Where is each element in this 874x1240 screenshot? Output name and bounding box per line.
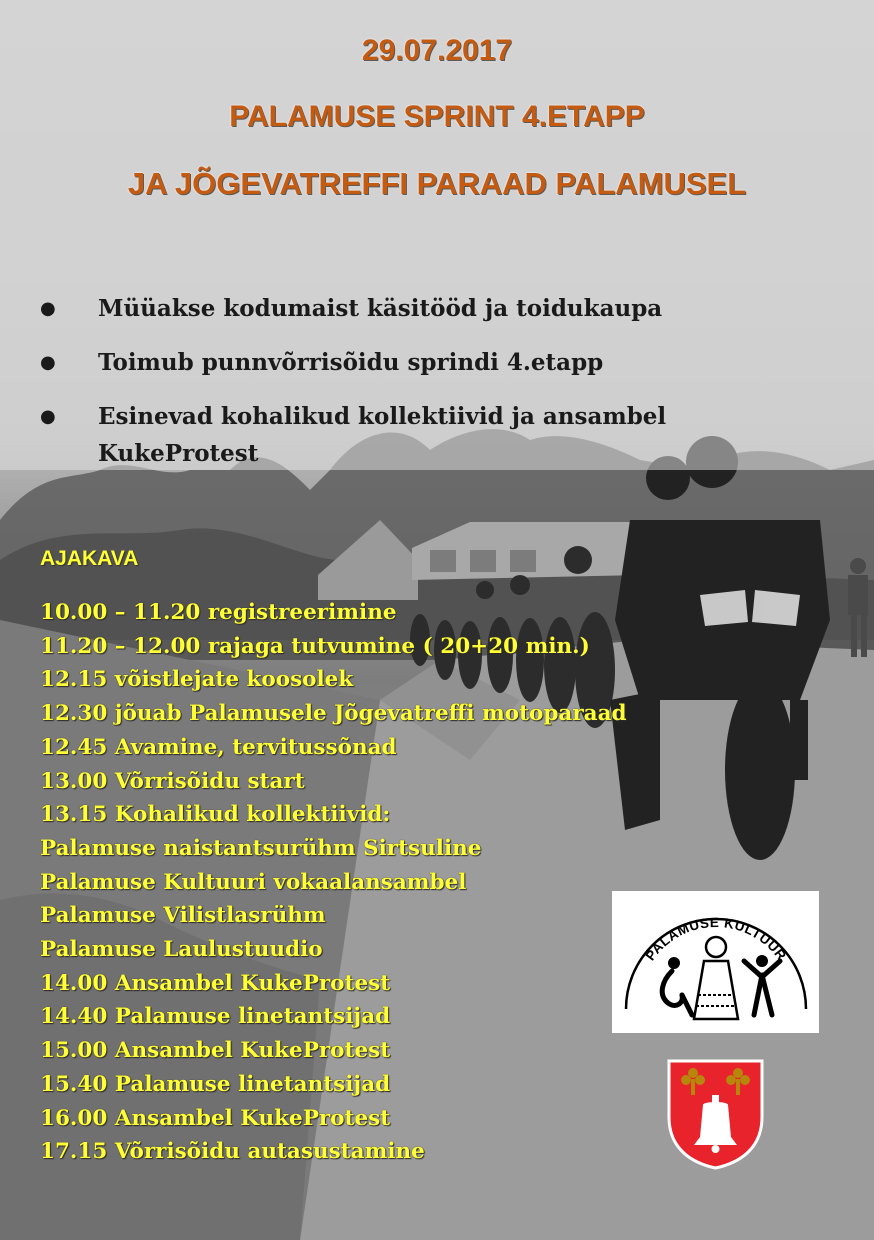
- schedule-item: 12.45 Avamine, tervitussõnad: [40, 734, 397, 760]
- schedule-item: 14.00 Ansambel KukeProtest: [40, 970, 391, 996]
- schedule-item: 10.00 – 11.20 registreerimine: [40, 600, 397, 625]
- palamuse-kultuur-logo: [612, 891, 819, 1033]
- highlight-item: ● Esinevad kohalikud kollektiivid ja ansambel KukeProtest: [40, 398, 748, 472]
- schedule-item: Palamuse Kultuuri vokaalansambel: [40, 869, 467, 895]
- highlight-item: ● Müüakse kodumaist käsitööd ja toidukaupa: [40, 290, 820, 327]
- schedule-list: [40, 596, 627, 1169]
- schedule-heading: AJAKAVA: [40, 547, 139, 570]
- schedule-item: 15.40 Palamuse linetantsijad: [40, 1071, 391, 1097]
- schedule-item: 15.00 Ansambel KukeProtest: [40, 1038, 391, 1064]
- schedule-item: Palamuse Laulustuudio: [40, 937, 323, 963]
- dancing-figures-logo-icon: [612, 891, 819, 1033]
- logo-text: PALAMUSE KULTUUR: [642, 914, 790, 964]
- schedule-item: 13.15 Kohalikud kollektiivid:: [40, 802, 391, 828]
- bullet-icon: ●: [40, 298, 56, 319]
- highlight-item: ● Toimub punnvõrrisõidu sprindi 4.etapp: [40, 344, 820, 381]
- schedule-item: 14.40 Palamuse linetantsijad: [40, 1004, 391, 1030]
- bullet-icon: ●: [40, 406, 56, 427]
- coat-of-arms-icon: [665, 1057, 766, 1170]
- schedule-item: Palamuse Vilistlasrühm: [40, 903, 326, 929]
- event-title-line-1: PALAMUSE SPRINT 4.ETAPP: [229, 100, 645, 133]
- schedule-item: 17.15 Võrrisõidu autasustamine: [40, 1139, 425, 1165]
- schedule-item: 12.30 jõuab Palamusele Jõgevatreffi motoparaad: [40, 701, 627, 727]
- schedule-item: Palamuse naistantsurühm Sirtsuline: [40, 835, 482, 861]
- schedule-item: 16.00 Ansambel KukeProtest: [40, 1105, 391, 1131]
- bullet-icon: ●: [40, 352, 56, 373]
- schedule-item: 12.15 võistlejate koosolek: [40, 667, 354, 693]
- event-date: 29.07.2017: [361, 34, 513, 67]
- schedule-item: 13.00 Võrrisõidu start: [40, 768, 305, 794]
- event-title-line-2: JA JÕGEVATREFFI PARAAD PALAMUSEL: [127, 166, 747, 201]
- schedule-item: 11.20 – 12.00 rajaga tutvumine ( 20+20 min.): [40, 633, 590, 659]
- highlights-list: [40, 290, 820, 489]
